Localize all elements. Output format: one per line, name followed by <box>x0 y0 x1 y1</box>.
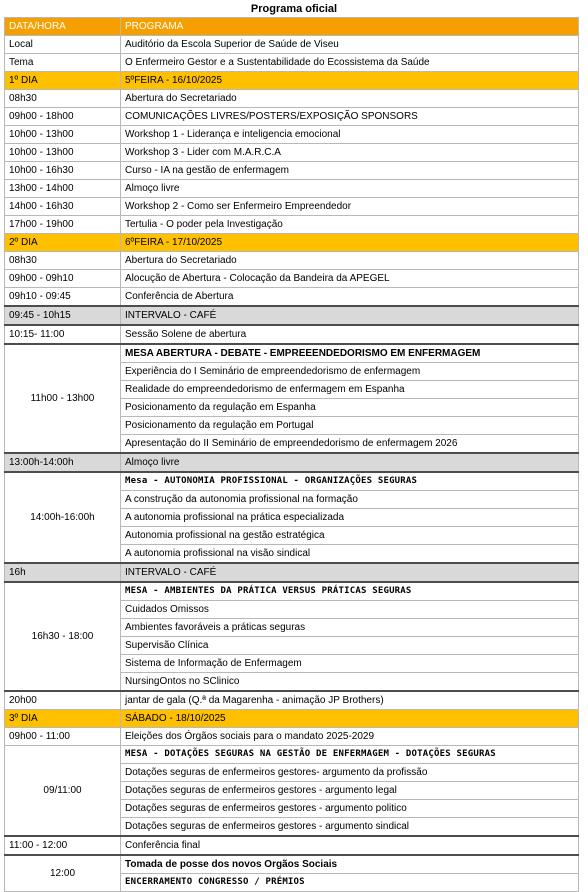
row-text: Auditório da Escola Superior de Saúde de Viseu <box>121 36 579 54</box>
panel-title-row <box>5 472 579 491</box>
interval-row <box>5 453 579 472</box>
row-time: 16h <box>5 563 121 582</box>
day-header-row <box>5 710 579 728</box>
row-text: Curso - IA na gestão de enfermagem <box>121 162 579 180</box>
table-row <box>5 90 579 108</box>
panel-item-text: Posicionamento da regulação em Espanha <box>121 399 579 417</box>
day-date: 6ºFEIRA - 17/10/2025 <box>121 234 579 252</box>
row-time: 09h00 - 11:00 <box>5 728 121 746</box>
panel-item-text: Apresentação do II Seminário de empreendedorismo de enfermagem 2026 <box>121 435 579 454</box>
panel-item-text: NursingOntos no SClinico <box>121 673 579 692</box>
row-text: Almoço livre <box>121 180 579 198</box>
day-date: 5ºFEIRA - 16/10/2025 <box>121 72 579 90</box>
day-label: 3º DIA <box>5 710 121 728</box>
table-row <box>5 691 579 710</box>
row-text: O Enfermeiro Gestor e a Sustentabilidade do Ecossistema da Saúde <box>121 54 579 72</box>
panel-item-text: Realidade do empreendedorismo de enfermagem em Espanha <box>121 381 579 399</box>
header-datetime: DATA/HORA <box>5 18 121 36</box>
row-text: Eleições dos Órgãos sociais para o mandato 2025-2029 <box>121 728 579 746</box>
row-text: Almoço livre <box>121 453 579 472</box>
row-time: 13:00h-14:00h <box>5 453 121 472</box>
panel-time: 09/11:00 <box>5 746 121 837</box>
panel-title: Mesa - AUTONOMIA PROFISSIONAL - ORGANIZAÇÕES SEGURAS <box>121 472 579 491</box>
day-label: 1º DIA <box>5 72 121 90</box>
table-row <box>5 728 579 746</box>
row-text: Workshop 1 - Liderança e inteligencia emocional <box>121 126 579 144</box>
table-row <box>5 54 579 72</box>
row-time: 13h00 - 14h00 <box>5 180 121 198</box>
row-text: Sessão Solene de abertura <box>121 325 579 344</box>
panel-item-text: Ambientes favoráveis a práticas seguras <box>121 619 579 637</box>
row-time: 10h00 - 13h00 <box>5 126 121 144</box>
table-row <box>5 162 579 180</box>
row-text: INTERVALO - CAFÉ <box>121 306 579 325</box>
interval-row <box>5 563 579 582</box>
panel-title: MESA - AMBIENTES DA PRÁTICA VERSUS PRÁTICAS SEGURAS <box>121 582 579 601</box>
day-date: SÁBADO - 18/10/2025 <box>121 710 579 728</box>
panel-item-text: Supervisão Clínica <box>121 637 579 655</box>
panel-item-text: Posicionamento da regulação em Portugal <box>121 417 579 435</box>
panel-item-text: Autonomia profissional na gestão estratégica <box>121 527 579 545</box>
table-row <box>5 198 579 216</box>
panel-item-text: Cuidados Omissos <box>121 601 579 619</box>
row-text: Abertura do Secretariado <box>121 90 579 108</box>
panel-time: 12:00 <box>5 855 121 892</box>
panel-title: MESA - DOTAÇÕES SEGURAS NA GESTÃO DE ENFERMAGEM - DOTAÇÕES SEGURAS <box>121 746 579 764</box>
row-time: 08h30 <box>5 252 121 270</box>
panel-item-text: Sistema de Informação de Enfermagem <box>121 655 579 673</box>
panel-item-text: Experiência do I Seminário de empreendedorismo de enfermagem <box>121 363 579 381</box>
table-row <box>5 325 579 344</box>
interval-row <box>5 306 579 325</box>
table-header-row <box>5 18 579 36</box>
panel-time: 11h00 - 13h00 <box>5 344 121 453</box>
page-title: Programa oficial <box>250 3 338 15</box>
panel-item-text: Dotações seguras de enfermeiros gestores - argumento sindical <box>121 818 579 837</box>
row-text: Abertura do Secretariado <box>121 252 579 270</box>
table-row <box>5 108 579 126</box>
closing-item: Tomada de posse dos novos Orgãos Sociais <box>121 855 579 874</box>
row-time: 09:45 - 10h15 <box>5 306 121 325</box>
row-time: 20h00 <box>5 691 121 710</box>
table-row <box>5 836 579 855</box>
table-row <box>5 144 579 162</box>
row-text: INTERVALO - CAFÉ <box>121 563 579 582</box>
row-time: 08h30 <box>5 90 121 108</box>
panel-item-text: A construção da autonomia profissional na formação <box>121 491 579 509</box>
row-time: 10h00 - 13h00 <box>5 144 121 162</box>
panel-time: 14:00h-16:00h <box>5 472 121 563</box>
row-text: COMUNICAÇÕES LIVRES/POSTERS/EXPOSIÇÃO SPONSORS <box>121 108 579 126</box>
row-time: 10h00 - 16h30 <box>5 162 121 180</box>
row-label: Local <box>5 36 121 54</box>
table-row <box>5 126 579 144</box>
row-time: 09h00 - 18h00 <box>5 108 121 126</box>
table-row <box>5 288 579 307</box>
row-time: 17h00 - 19h00 <box>5 216 121 234</box>
row-text: Workshop 2 - Como ser Enfermeiro Empreendedor <box>121 198 579 216</box>
row-label: Tema <box>5 54 121 72</box>
table-row <box>5 252 579 270</box>
panel-item-text: Dotações seguras de enfermeiros gestores- argumento da profissão <box>121 764 579 782</box>
panel-item-text: A autonomia profissional na prática especializada <box>121 509 579 527</box>
row-text: jantar de gala (Q.ª da Magarenha - animação JP Brothers) <box>121 691 579 710</box>
row-time: 11:00 - 12:00 <box>5 836 121 855</box>
row-text: Conferência final <box>121 836 579 855</box>
row-time: 10:15- 11:00 <box>5 325 121 344</box>
panel-time: 16h30 - 18:00 <box>5 582 121 691</box>
panel-title: MESA ABERTURA - DEBATE - EMPREEENDEDORISMO EM ENFERMAGEM <box>121 344 579 363</box>
table-row <box>5 270 579 288</box>
day-header-row <box>5 72 579 90</box>
day-header-row <box>5 234 579 252</box>
table-row <box>5 36 579 54</box>
row-time: 09h00 - 09h10 <box>5 270 121 288</box>
closing-item: ENCERRAMENTO CONGRESSO / PRÉMIOS <box>121 874 579 892</box>
program-table <box>4 17 579 892</box>
table-row <box>5 180 579 198</box>
panel-title-row <box>5 855 579 874</box>
table-row <box>5 216 579 234</box>
panel-item-text: A autonomia profissional na visão sindical <box>121 545 579 564</box>
row-text: Tertulia - O poder pela Investigação <box>121 216 579 234</box>
panel-title-row <box>5 582 579 601</box>
row-time: 09h10 - 09:45 <box>5 288 121 307</box>
panel-title-row <box>5 746 579 764</box>
row-text: Workshop 3 - Lider com M.A.R.C.A <box>121 144 579 162</box>
panel-item-text: Dotações seguras de enfermeiros gestores - argumento politico <box>121 800 579 818</box>
panel-item-text: Dotações seguras de enfermeiros gestores - argumento legal <box>121 782 579 800</box>
day-label: 2º DIA <box>5 234 121 252</box>
row-time: 14h00 - 16h30 <box>5 198 121 216</box>
panel-title-row <box>5 344 579 363</box>
header-program: PROGRAMA <box>121 18 579 36</box>
row-text: Alocução de Abertura - Colocação da Bandeira da APEGEL <box>121 270 579 288</box>
row-text: Conferência de Abertura <box>121 288 579 307</box>
